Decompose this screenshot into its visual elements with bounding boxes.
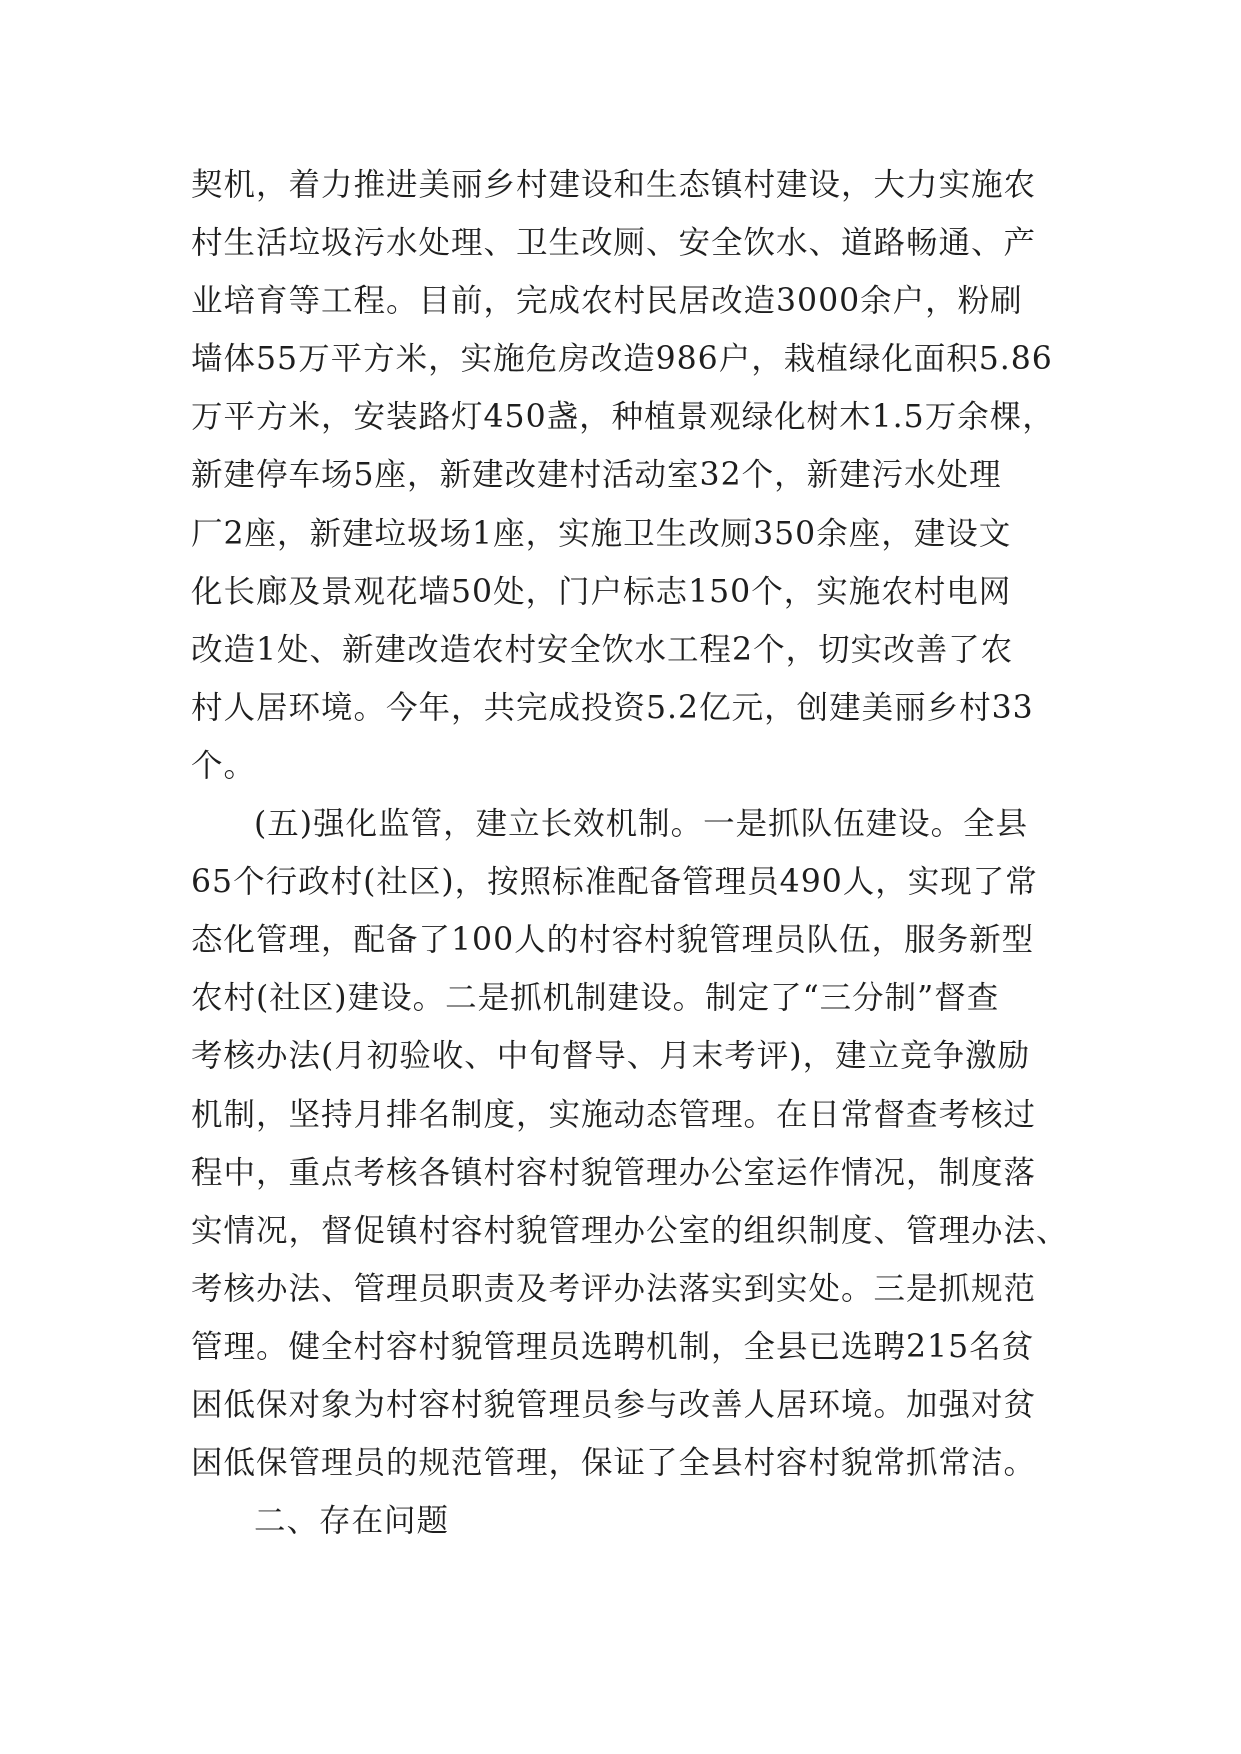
text-line: 改造1处、新建改造农村安全饮水工程2个，切实改善了农 bbox=[191, 631, 1014, 668]
text-line: 契机，着力推进美丽乡村建设和生态镇村建设，大力实施农 bbox=[191, 167, 1037, 203]
text-line: 村人居环境。今年，共完成投资5.2亿元，创建美丽乡村33 bbox=[191, 689, 1034, 726]
text-line: 化长廊及景观花墙50处，门户标志150个，实施农村电网 bbox=[191, 573, 1012, 610]
text-line: 农村(社区)建设。二是抓机制建设。制定了“三分制”督查 bbox=[191, 980, 1000, 1017]
text-line: 机制，坚持月排名制度，实施动态管理。在日常督查考核过 bbox=[191, 1096, 1037, 1133]
document-body bbox=[191, 156, 1069, 1550]
text-line: 管理。健全村容村貌管理员选聘机制，全县已选聘215名贫 bbox=[191, 1328, 1035, 1365]
text-line: 考核办法(月初验收、中旬督导、月末考评)，建立竞争激励 bbox=[191, 1038, 1031, 1075]
text-line: 65个行政村(社区)，按照标准配备管理员490人，实现了常 bbox=[191, 864, 1038, 901]
text-line: 困低保管理员的规范管理，保证了全县村容村貌常抓常洁。 bbox=[191, 1445, 1037, 1482]
text-line: 困低保对象为村容村貌管理员参与改善人居环境。加强对贫 bbox=[191, 1386, 1037, 1423]
text-line: 村生活垃圾污水处理、卫生改厕、安全饮水、道路畅通、产 bbox=[191, 225, 1037, 262]
text-line: 厂2座，新建垃圾场1座，实施卫生改厕350余座，建设文 bbox=[191, 515, 1012, 552]
paragraph-supervision bbox=[191, 795, 1069, 1492]
text-line: 业培育等工程。目前，完成农村民居改造3000余户，粉刷 bbox=[191, 283, 1023, 320]
text-line: 个。 bbox=[191, 747, 257, 784]
text-line: 实情况，督促镇村容村貌管理办公室的组织制度、管理办法、 bbox=[191, 1212, 1069, 1249]
section-heading-problems bbox=[191, 1492, 1051, 1550]
section-heading: 二、存在问题 bbox=[254, 1503, 450, 1540]
text-line: 墙体55万平方米，实施危房改造986户，栽植绿化面积5.86 bbox=[191, 341, 1053, 378]
text-line: 程中，重点考核各镇村容村貌管理办公室运作情况，制度落 bbox=[191, 1154, 1037, 1191]
text-line: 态化管理，配备了100人的村容村貌管理员队伍，服务新型 bbox=[191, 922, 1035, 959]
paragraph-continuation bbox=[191, 156, 1055, 795]
text-line: 新建停车场5座，新建改建村活动室32个，新建污水处理 bbox=[191, 457, 1002, 494]
text-line: 万平方米，安装路灯450盏，种植景观绿化树木1.5万余棵， bbox=[191, 399, 1055, 436]
text-line: (五)强化监管，建立长效机制。一是抓队伍建设。全县 bbox=[254, 806, 1029, 843]
text-line: 考核办法、管理员职责及考评办法落实到实处。三是抓规范 bbox=[191, 1270, 1037, 1307]
